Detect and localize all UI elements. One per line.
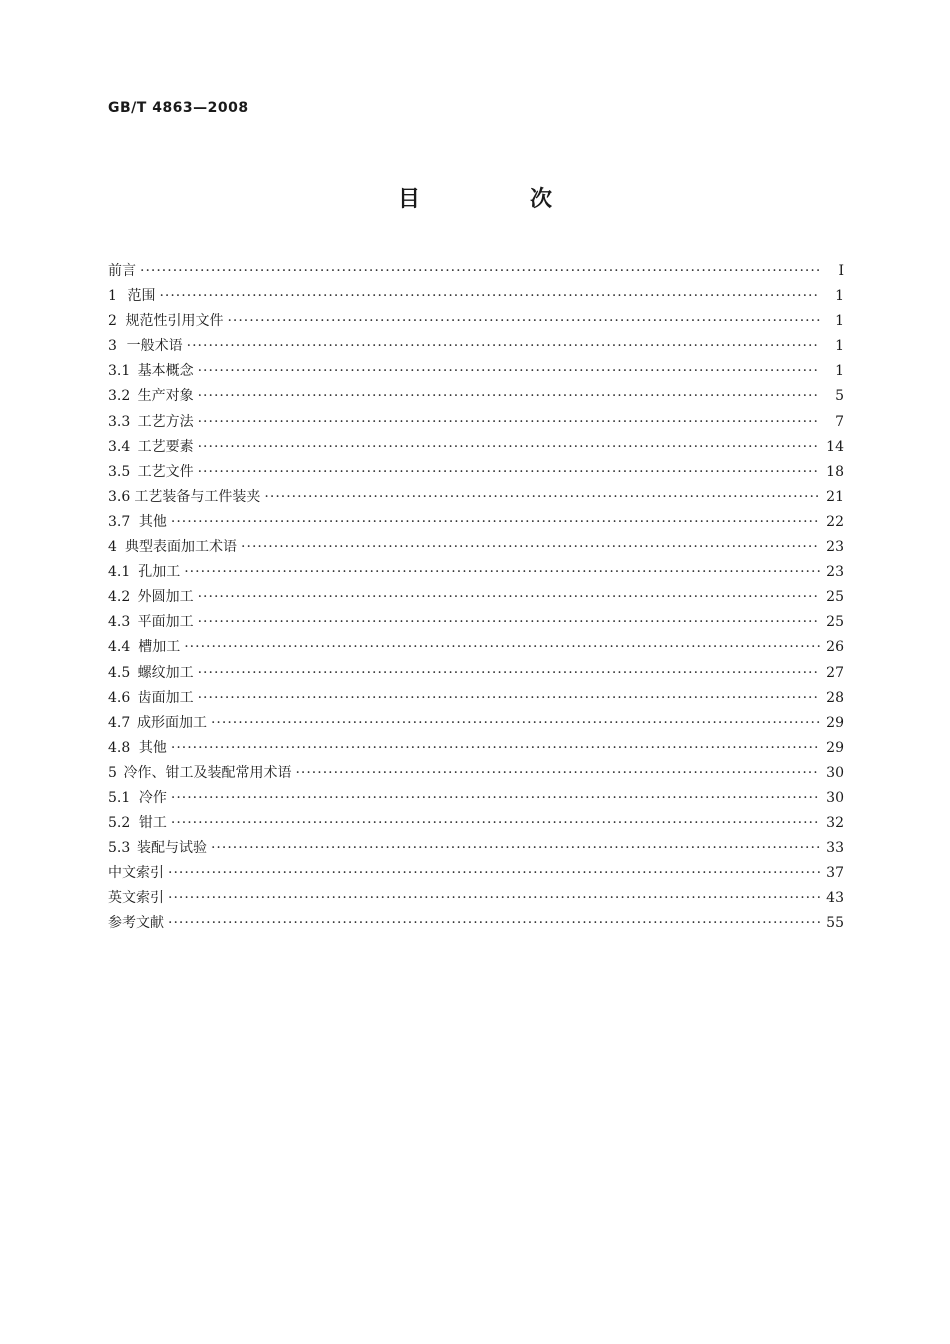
toc-entry-label: 冷作、钳工及装配常用术语 bbox=[123, 764, 292, 781]
toc-entry-page: 43 bbox=[826, 890, 844, 907]
toc-entry-page: 25 bbox=[826, 614, 844, 631]
toc-entry-label: 槽加工 bbox=[138, 639, 181, 656]
toc-dot-leader bbox=[168, 886, 820, 911]
toc-dot-leader bbox=[198, 384, 820, 409]
toc-entry[interactable] bbox=[108, 811, 844, 836]
toc-entry[interactable] bbox=[108, 485, 844, 510]
toc-dot-leader bbox=[211, 711, 820, 736]
toc-entry[interactable] bbox=[108, 585, 844, 610]
toc-entry-label: 其他 bbox=[138, 513, 167, 530]
toc-entry-number: 3.2 bbox=[108, 388, 131, 405]
toc-entry-number: 3.3 bbox=[108, 413, 131, 430]
toc-entry[interactable] bbox=[108, 635, 844, 660]
toc-entry-label: 齿面加工 bbox=[137, 689, 194, 706]
toc-entry-page: 37 bbox=[826, 865, 844, 882]
toc-entry-number: 3.6 bbox=[108, 488, 131, 505]
toc-entry[interactable] bbox=[108, 384, 844, 409]
toc-dot-leader bbox=[198, 410, 820, 435]
toc-entry[interactable] bbox=[108, 560, 844, 585]
toc-entry-page: 5 bbox=[835, 388, 844, 405]
toc-entry-page: 26 bbox=[826, 639, 844, 656]
toc-entry-label: 前言 bbox=[108, 263, 136, 279]
toc-entry-number: 4.7 bbox=[108, 714, 131, 731]
toc-entry-label: 成形面加工 bbox=[136, 714, 207, 731]
toc-dot-leader bbox=[198, 585, 820, 610]
toc-entry-label: 平面加工 bbox=[137, 614, 194, 631]
toc-entry[interactable] bbox=[108, 359, 844, 384]
toc-entry-page: 1 bbox=[835, 363, 844, 380]
toc-title: 目 次 bbox=[397, 187, 596, 212]
toc-entry-label: 其他 bbox=[138, 739, 167, 756]
toc-entry-number: 4.3 bbox=[108, 614, 131, 631]
toc-dot-leader bbox=[168, 861, 820, 886]
toc-entry-label: 中文索引 bbox=[108, 865, 164, 882]
toc-entry[interactable] bbox=[108, 761, 844, 786]
toc-entry-page: 55 bbox=[826, 915, 844, 932]
toc-entry-label: 装配与试验 bbox=[136, 840, 207, 857]
toc-entry-page: 29 bbox=[826, 739, 844, 756]
toc-dot-leader bbox=[211, 836, 820, 861]
toc-dot-leader bbox=[171, 811, 820, 836]
toc-dot-leader bbox=[241, 535, 820, 560]
toc-entry-label: 工艺装备与工件装夹 bbox=[134, 488, 261, 505]
standard-code: GB/T 4863—2008 bbox=[108, 100, 249, 116]
toc-entry[interactable] bbox=[108, 334, 844, 359]
toc-entry-page: 29 bbox=[826, 714, 844, 731]
toc-dot-leader bbox=[140, 259, 820, 284]
toc-dot-leader bbox=[184, 635, 820, 660]
toc-entry-label: 螺纹加工 bbox=[137, 664, 194, 681]
toc-entry-page: 1 bbox=[835, 288, 844, 305]
toc-dot-leader bbox=[198, 661, 820, 686]
toc-entry-number: 5.3 bbox=[108, 840, 131, 857]
toc-entry-number: 3 bbox=[108, 338, 117, 355]
toc-entry-page: 25 bbox=[826, 589, 844, 606]
toc-entry-label: 钳工 bbox=[138, 815, 167, 832]
toc-entry-label: 工艺要素 bbox=[137, 438, 194, 455]
toc-entry[interactable] bbox=[108, 911, 844, 936]
toc-dot-leader bbox=[198, 686, 820, 711]
toc-entry[interactable] bbox=[108, 836, 844, 861]
toc-entry-label: 范围 bbox=[127, 288, 156, 305]
toc-dot-leader bbox=[187, 334, 820, 359]
toc-dot-leader bbox=[227, 309, 820, 334]
toc-entry-number: 3.1 bbox=[108, 363, 131, 380]
toc-entry-number: 5.1 bbox=[108, 789, 131, 806]
toc-entry-number: 4.1 bbox=[108, 564, 131, 581]
toc-entry-label: 生产对象 bbox=[137, 388, 194, 405]
toc-dot-leader bbox=[171, 736, 820, 761]
toc-entry[interactable] bbox=[108, 610, 844, 635]
toc-entry-page: 27 bbox=[826, 664, 844, 681]
toc-entry-label: 典型表面加工术语 bbox=[125, 539, 238, 556]
toc-dot-leader bbox=[295, 761, 820, 786]
toc-entry-label: 冷作 bbox=[138, 789, 167, 806]
toc-entry-label: 规范性引用文件 bbox=[125, 313, 224, 330]
toc-dot-leader bbox=[171, 510, 820, 535]
toc-entry[interactable] bbox=[108, 309, 844, 334]
toc-entry[interactable] bbox=[108, 661, 844, 686]
toc-entry[interactable] bbox=[108, 259, 844, 284]
toc-entry-label: 工艺文件 bbox=[137, 463, 194, 480]
toc-entry-label: 参考文献 bbox=[108, 915, 164, 932]
toc-entry[interactable] bbox=[108, 711, 844, 736]
toc-entry-number: 3.7 bbox=[108, 513, 131, 530]
toc-entry[interactable] bbox=[108, 736, 844, 761]
toc-dot-leader bbox=[198, 359, 820, 384]
toc-entry-number: 2 bbox=[108, 313, 117, 330]
toc-entry[interactable] bbox=[108, 886, 844, 911]
toc-entry-page: 28 bbox=[826, 689, 844, 706]
toc-entry-label: 外圆加工 bbox=[137, 589, 194, 606]
toc-entry-page: 1 bbox=[835, 338, 844, 355]
toc-entry[interactable] bbox=[108, 460, 844, 485]
toc-entry[interactable] bbox=[108, 284, 844, 309]
toc-entry[interactable] bbox=[108, 786, 844, 811]
toc-entry[interactable] bbox=[108, 410, 844, 435]
toc-dot-leader bbox=[198, 610, 820, 635]
toc-entry-label: 英文索引 bbox=[108, 890, 164, 907]
toc-entry-label: 一般术语 bbox=[126, 338, 183, 355]
toc-entry-page: 30 bbox=[826, 764, 844, 781]
toc-entry-number: 5.2 bbox=[108, 815, 131, 832]
toc-entry-number: 1 bbox=[108, 288, 117, 305]
toc-entry-page: 22 bbox=[826, 513, 844, 530]
toc-dot-leader bbox=[198, 460, 820, 485]
toc-entry-page: 7 bbox=[835, 413, 844, 430]
toc-dot-leader bbox=[159, 284, 820, 309]
toc-entry-page: 18 bbox=[826, 463, 844, 480]
toc-dot-leader bbox=[184, 560, 820, 585]
toc-entry[interactable] bbox=[108, 435, 844, 460]
toc-dot-leader bbox=[171, 786, 820, 811]
toc-entry[interactable] bbox=[108, 686, 844, 711]
toc-entry-page: Ⅰ bbox=[838, 263, 844, 279]
toc-entry-page: 33 bbox=[826, 840, 844, 857]
toc-entry-number: 3.4 bbox=[108, 438, 131, 455]
toc-entry-number: 4.4 bbox=[108, 639, 131, 656]
toc-entry-number: 4.8 bbox=[108, 739, 131, 756]
toc-entry-number: 4.2 bbox=[108, 589, 131, 606]
toc-entry[interactable] bbox=[108, 861, 844, 886]
toc-entry-page: 21 bbox=[826, 488, 844, 505]
toc-entry-label: 基本概念 bbox=[137, 363, 194, 380]
toc-entry-number: 4.5 bbox=[108, 664, 131, 681]
toc-dot-leader bbox=[168, 911, 820, 936]
table-of-contents bbox=[108, 259, 844, 937]
toc-dot-leader bbox=[264, 485, 820, 510]
toc-dot-leader bbox=[198, 435, 820, 460]
toc-entry-page: 23 bbox=[826, 564, 844, 581]
toc-entry[interactable] bbox=[108, 510, 844, 535]
toc-entry-label: 工艺方法 bbox=[137, 413, 194, 430]
toc-entry-page: 32 bbox=[826, 815, 844, 832]
toc-entry-number: 4.6 bbox=[108, 689, 131, 706]
toc-entry[interactable] bbox=[108, 535, 844, 560]
toc-entry-number: 3.5 bbox=[108, 463, 131, 480]
toc-entry-page: 14 bbox=[826, 438, 844, 455]
toc-entry-number: 4 bbox=[108, 539, 117, 556]
toc-entry-page: 30 bbox=[826, 789, 844, 806]
toc-entry-label: 孔加工 bbox=[138, 564, 181, 581]
toc-entry-number: 5 bbox=[108, 764, 117, 781]
toc-entry-page: 1 bbox=[835, 313, 844, 330]
toc-entry-page: 23 bbox=[826, 539, 844, 556]
